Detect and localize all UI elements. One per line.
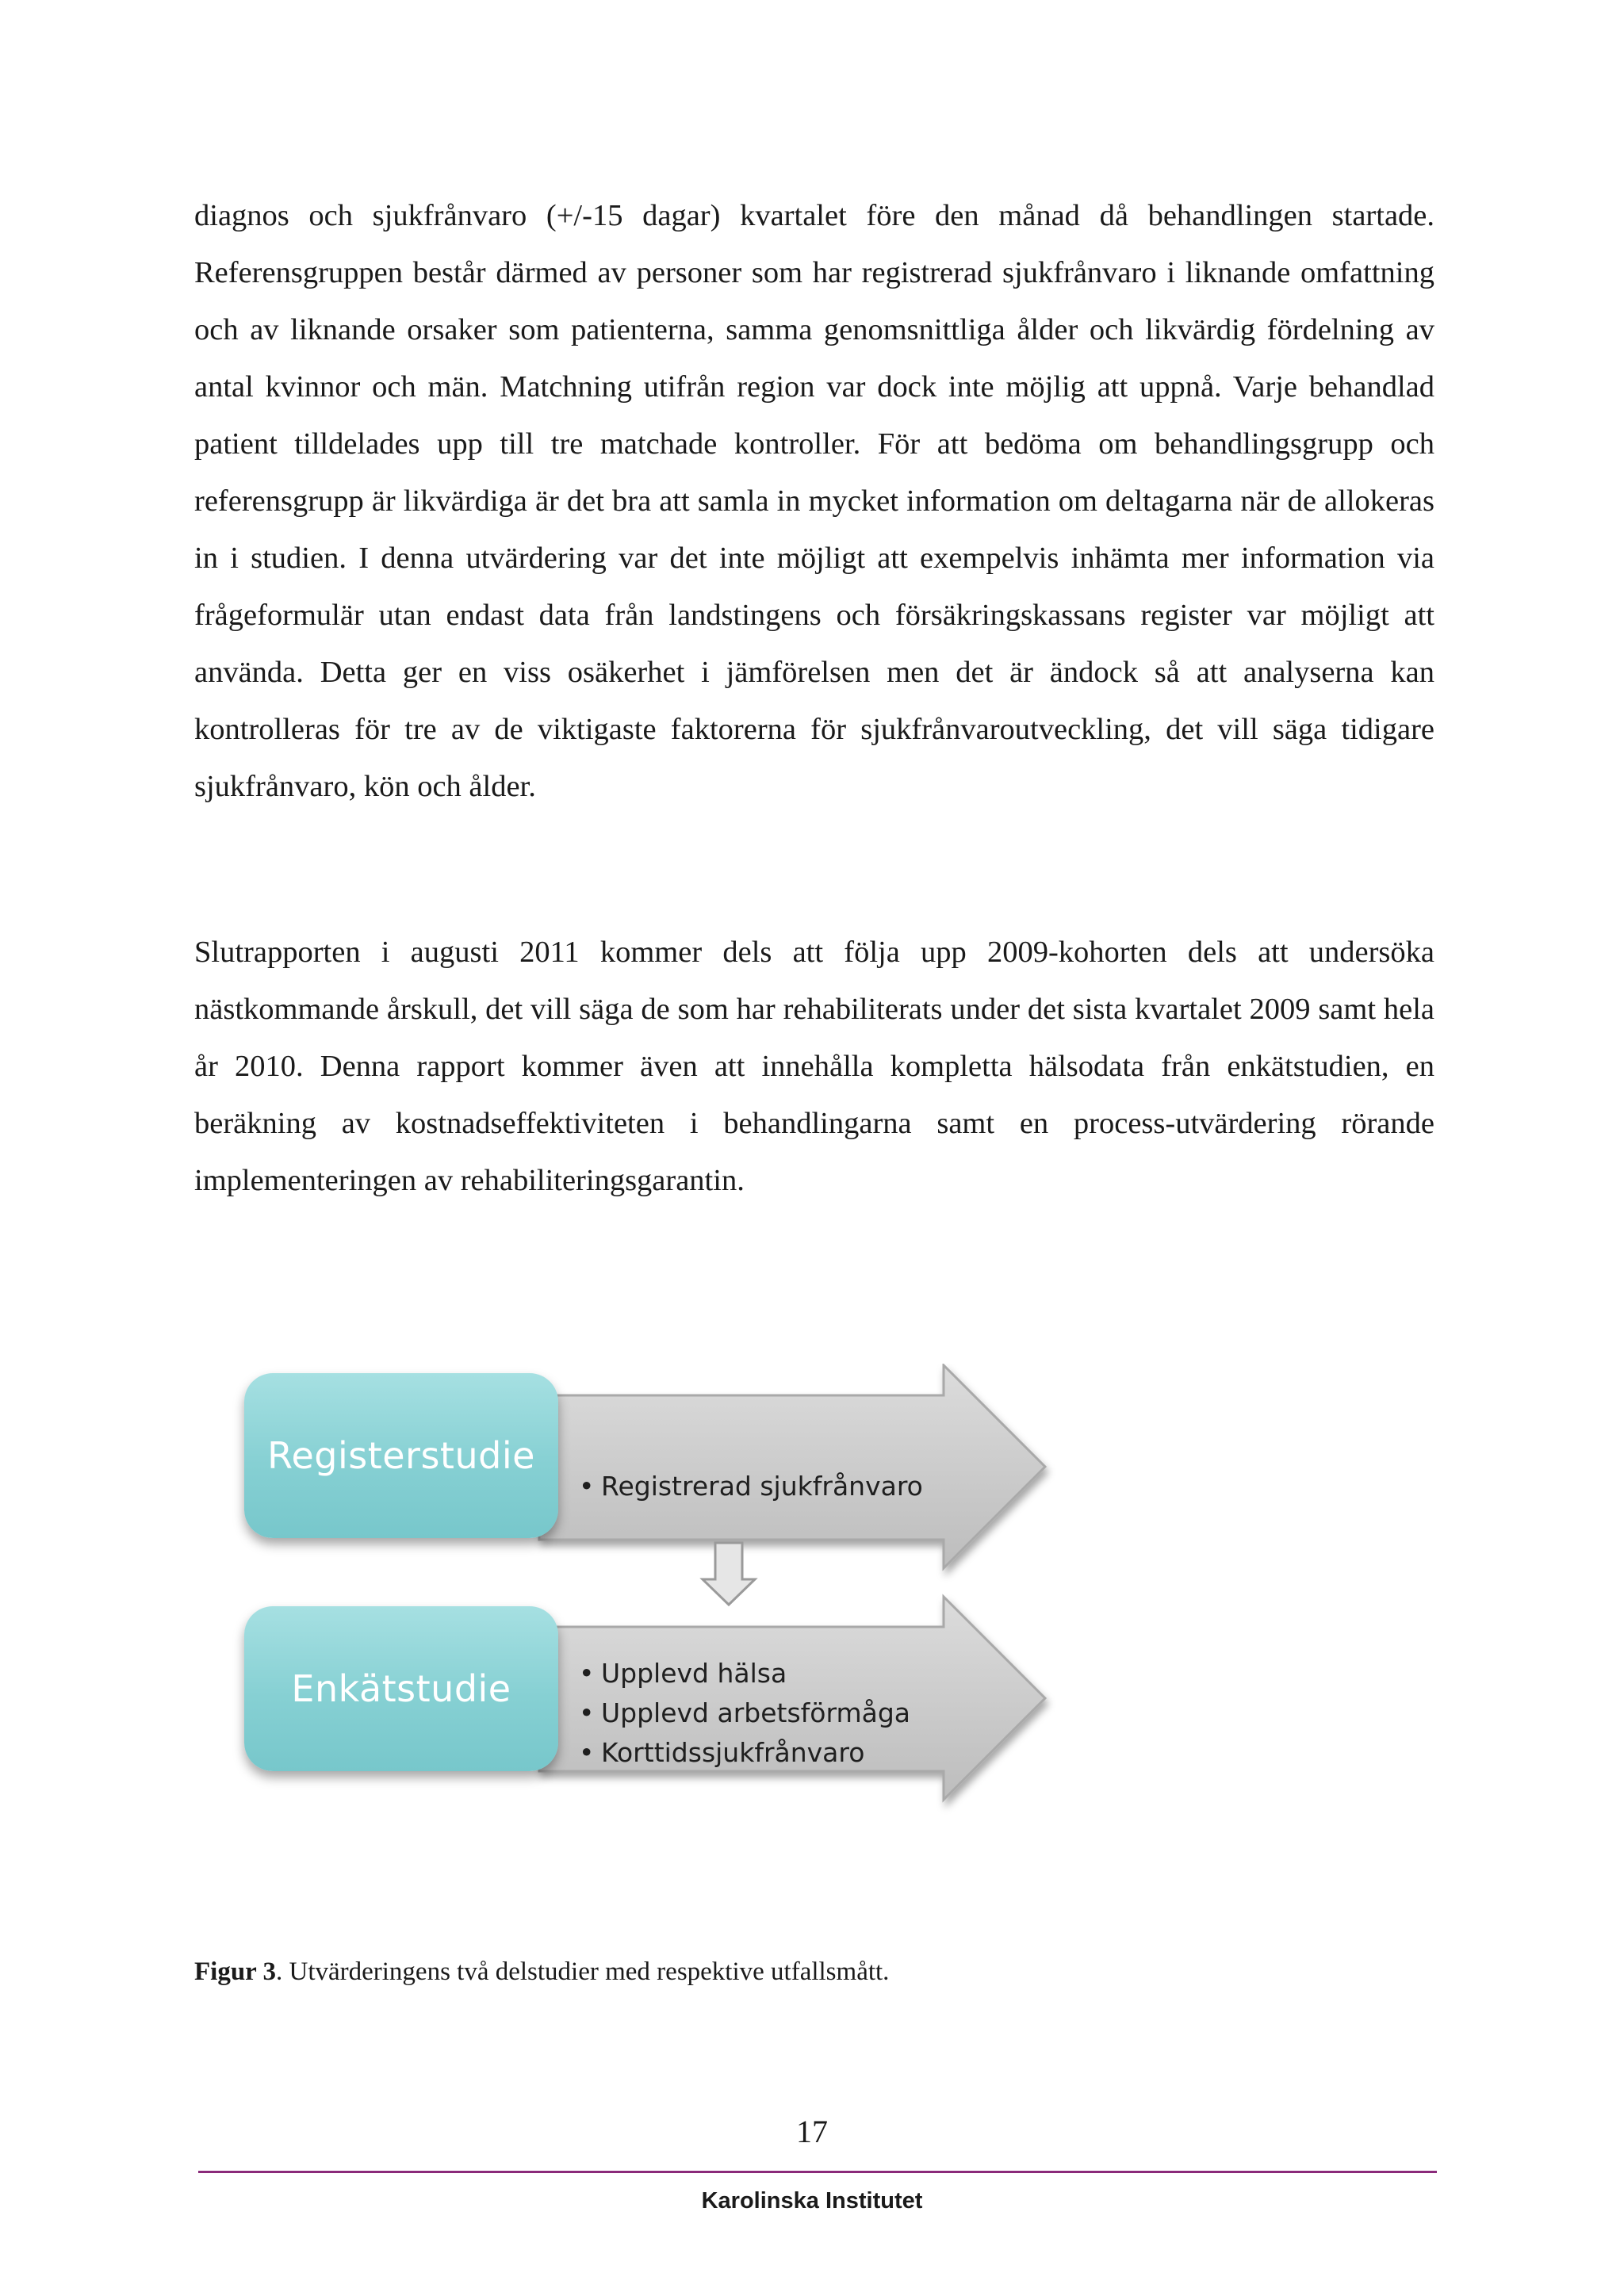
stage-box-registerstudie (244, 1373, 558, 1538)
footer-divider (198, 2171, 1437, 2173)
bullets-enkatstudie (579, 1654, 910, 1773)
stage-box-enkatstudie (244, 1606, 558, 1771)
stage-label: Registerstudie (267, 1434, 535, 1477)
page-number: 17 (796, 2114, 828, 2149)
body-paragraph-2 (194, 924, 1434, 1209)
paragraph-text: diagnos och sjukfrånvaro (+/-15 dagar) kvartalet före den månad då behandlingen startade. Referensgruppen består därmed av personer som har registrerad sjukfrånvaro i liknande omfattning och av liknande orsaker som patienterna, samma genomsnittliga ålder och likvärdig fördelning av antal kvinnor och män. Matchning utifrån region var dock inte möjlig att uppnå. Varje behandlad patient tilldelades upp till tre matchade kontroller. För att bedöma om behandlingsgrupp och referensgrupp är likvärdiga är det bra att samla in mycket information om deltagarna när de allokeras in i studien. I denna utvärdering var det inte möjligt att exempelvis inhämta mer information via frågeformulär utan endast data från landstingens och försäkringskassans register var möjligt att använda. Detta ger en viss osäkerhet i jämförelsen men det är ändock så att analyserna kan kontrolleras för tre av de viktigaste faktorerna för sjukfrånvaroutveckling, det vill säga tidigare sjukfrånvaro, kön och ålder. (194, 199, 1434, 803)
caption-label: Figur 3 (194, 1957, 276, 1986)
body-paragraph-1 (194, 187, 1434, 815)
figure-caption (194, 1954, 889, 1989)
study-diagram (238, 1364, 1063, 1823)
bullet-item: • Upplevd arbetsförmåga (579, 1693, 910, 1733)
stage-label: Enkätstudie (291, 1667, 511, 1710)
bullet-item: • Korttidssjukfrånvaro (579, 1733, 910, 1773)
footer-institution: Karolinska Institutet (701, 2188, 923, 2214)
bullet-item: • Upplevd hälsa (579, 1654, 910, 1693)
bullets-registerstudie (579, 1467, 923, 1506)
paragraph-text: Slutrapporten i augusti 2011 kommer dels att följa upp 2009-kohorten dels att undersöka nästkommande årskull, det vill säga de som har rehabiliterats under det sista kvartalet 2009 samt hela år 2010. Denna rapport kommer även att innehålla kompletta hälsodata från enkätstudien, en beräkning av kostnadseffektiviteten i behandlingarna samt en process-utvärdering rörande implementeringen av rehabiliteringsgarantin. (194, 936, 1434, 1197)
bullet-item: • Registrerad sjukfrånvaro (579, 1467, 923, 1506)
caption-text: . Utvärderingens två delstudier med respektive utfallsmått. (275, 1957, 890, 1986)
down-connector-arrow (703, 1543, 755, 1605)
